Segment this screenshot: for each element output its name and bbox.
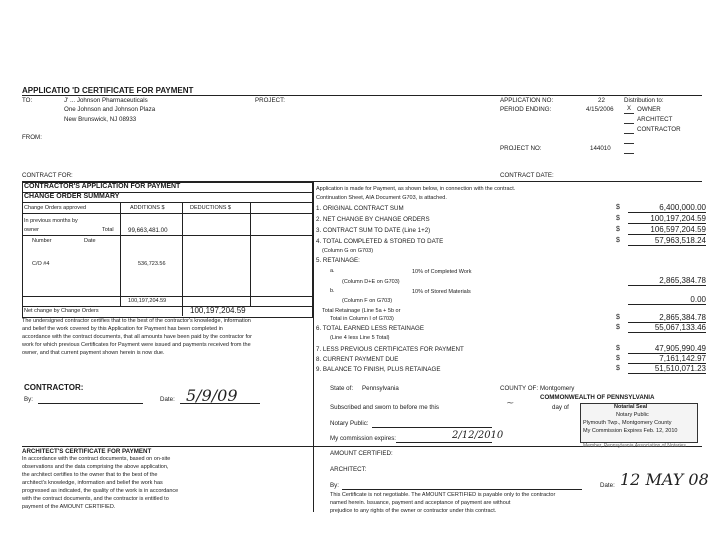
distribution-check-architect[interactable] xyxy=(624,116,634,124)
line-1-label: 1. ORIGINAL CONTRACT SUM xyxy=(316,205,404,212)
from-label: FROM: xyxy=(22,134,42,141)
contract-date-label: CONTRACT DATE: xyxy=(500,172,554,179)
project-label: PROJECT: xyxy=(255,97,285,104)
line-1-amount: 6,400,000.00 xyxy=(659,203,706,212)
to-line-1: J' ... Johnson Pharmaceuticals xyxy=(64,97,148,104)
state-label: State of: xyxy=(330,385,354,392)
retainage-b-text: 10% of Stored Materials xyxy=(412,289,471,295)
line-6-amount: 55,067,133.46 xyxy=(654,323,706,332)
retainage-a-amount: 2,865,384.78 xyxy=(659,276,706,285)
line-3-amount: 106,597,204.59 xyxy=(650,225,706,234)
certification-line-1: The undersigned contractor certifies that to the best of the contractor's knowledge, information xyxy=(22,318,251,324)
total-retainage-amount: 2,865,384.78 xyxy=(659,313,706,322)
to-line-3: New Brunswick, NJ 08933 xyxy=(64,116,137,123)
state-value: Pennsylvania xyxy=(362,385,399,392)
line-4-amount: 57,963,518.24 xyxy=(654,236,706,245)
line-4-label: 4. TOTAL COMPLETED & STORED TO DATE xyxy=(316,238,444,245)
architect-date-label: Date: xyxy=(600,482,615,489)
line-7-currency: $ xyxy=(616,345,620,352)
column-g-note: (Column G on G703) xyxy=(322,248,374,254)
seal-line-1: Notarial Seal xyxy=(614,404,648,410)
distribution-check-owner[interactable]: X xyxy=(624,106,634,114)
architect-text-6: with the contract documents, and the contractor is entitled to xyxy=(22,496,169,502)
project-no-label: PROJECT NO: xyxy=(500,145,542,152)
architect-certificate-title: ARCHITECT'S CERTIFICATE FOR PAYMENT xyxy=(22,448,152,455)
net-change-label: Net change by Change Orders xyxy=(24,308,99,314)
retainage-a-text: 10% of Completed Work xyxy=(412,269,472,275)
line-6-note: (Line 4 less Line 5 Total) xyxy=(330,335,390,341)
line-9-amount: 51,510,071.23 xyxy=(654,364,706,373)
number-label: Number xyxy=(32,238,52,244)
application-no-label: APPLICATION NO: xyxy=(500,97,554,104)
commission-date: 2/12/2010 xyxy=(452,430,504,441)
line-6-currency: $ xyxy=(616,324,620,331)
co-number: C/O #4 xyxy=(32,261,50,267)
period-ending: 4/15/2006 xyxy=(586,106,614,113)
line-3-currency: $ xyxy=(616,226,620,233)
architect-label: ARCHITECT: xyxy=(330,466,367,473)
line-9-currency: $ xyxy=(616,365,620,372)
distribution-check-blank-2[interactable] xyxy=(624,146,634,154)
total-retainage-line-2: Total in Column I of G703) xyxy=(330,316,394,322)
application-no: 22 xyxy=(598,97,605,104)
col-change-orders: Change Orders approved xyxy=(24,205,87,211)
contract-for-label: CONTRACT FOR: xyxy=(22,172,73,179)
seal-line-3: Plymouth Twp., Montgomery County xyxy=(583,420,672,426)
prev-total-label: Total xyxy=(102,227,114,233)
notary-day-scribble: ~ xyxy=(506,398,515,409)
architect-text-3: the architect certifies to the owner that to the best of the xyxy=(22,472,158,478)
day-of-label: day of xyxy=(552,404,569,411)
distribution-check-contractor[interactable] xyxy=(624,126,634,134)
distribution-architect: ARCHITECT xyxy=(637,116,673,123)
line-4-currency: $ xyxy=(616,237,620,244)
architect-footer-3: prejudice to any rights of the owner or contractor under this contract. xyxy=(330,508,497,514)
retainage-b-column: (Column F on G703) xyxy=(342,298,393,304)
co-amount: 536,723.56 xyxy=(138,261,166,267)
architect-by-label: By: xyxy=(330,482,339,489)
line-3-label: 3. CONTRACT SUM TO DATE (Line 1+2) xyxy=(316,227,431,234)
line-1-currency: $ xyxy=(616,204,620,211)
county-value: Montgomery xyxy=(540,385,575,392)
prev-additions-total: 99,663,481.00 xyxy=(128,227,168,234)
notary-public-label: Notary Public: xyxy=(330,420,369,427)
retainage-b-letter: b. xyxy=(330,288,335,294)
seal-title: COMMONWEALTH OF PENNSYLVANIA xyxy=(540,394,655,401)
certification-line-4: work for which previous Certificates for Payment were issued and payments received from the xyxy=(22,342,251,348)
to-label: TO: xyxy=(22,97,33,104)
amount-certified-label: AMOUNT CERTIFIED: xyxy=(330,450,393,457)
contractor-label: CONTRACTOR: xyxy=(24,383,84,392)
distribution-owner: OWNER xyxy=(637,106,661,113)
prev-months-label: In previous months by xyxy=(24,218,78,224)
line-6-label: 6. TOTAL EARNED LESS RETAINAGE xyxy=(316,325,424,332)
seal-line-4: My Commission Expires Feb. 12, 2010 xyxy=(583,428,678,434)
architect-text-7: payment of the AMOUNT CERTIFIED. xyxy=(22,504,116,510)
line-2-label: 2. NET CHANGE BY CHANGE ORDERS xyxy=(316,216,430,223)
contractor-application-title: CONTRACTOR'S APPLICATION FOR PAYMENT xyxy=(24,183,181,190)
date-label: Date xyxy=(84,238,96,244)
line-9-label: 9. BALANCE TO FINISH, PLUS RETAINAGE xyxy=(316,366,441,373)
line-2-amount: 100,197,204.59 xyxy=(650,214,706,223)
total-retainage-currency: $ xyxy=(616,314,620,321)
commission-label: My commission expires: xyxy=(330,435,397,442)
certification-line-5: owner, and that current payment shown herein is now due. xyxy=(22,350,165,356)
seal-line-5: Member, Pennsylvania Association of Notaries xyxy=(583,443,686,449)
change-order-summary-title: CHANGE ORDER SUMMARY xyxy=(24,193,120,200)
architect-footer-1: This Certificate is not negotiable. The AMOUNT CERTIFIED is payable only to the contractor xyxy=(330,492,556,498)
line-7-label: 7. LESS PREVIOUS CERTIFICATES FOR PAYMENT xyxy=(316,346,464,353)
line-7-amount: 47,905,990.49 xyxy=(654,344,706,353)
contractor-signed-date: 5/9/09 xyxy=(186,386,238,405)
architect-text-4: architect's knowledge, information and belief the work has xyxy=(22,480,163,486)
prev-owner-label: owner xyxy=(24,227,39,233)
cumulative-total: 100,197,204.59 xyxy=(128,298,167,304)
line-8-amount: 7,161,142.97 xyxy=(659,354,706,363)
architect-signed-date: 12 MAY 08 xyxy=(620,470,709,489)
architect-text-2: observations and the data comprising the above application, xyxy=(22,464,169,470)
project-no: 144010 xyxy=(590,145,611,152)
distribution-contractor: CONTRACTOR xyxy=(637,126,681,133)
form-title: APPLICATIO 'D CERTIFICATE FOR PAYMENT xyxy=(22,86,194,95)
architect-text-5: progressed as indicated, the quality of the work is in accordance xyxy=(22,488,179,494)
subscribed-text: Subscribed and sworn to before me this xyxy=(330,404,440,411)
contractor-date-label: Date: xyxy=(160,396,175,403)
col-additions: ADDITIONS $ xyxy=(130,205,165,211)
contractor-by-label: By: xyxy=(24,396,33,403)
intro-line-2: Continuation Sheet, AIA Document G703, is attached. xyxy=(316,195,447,201)
architect-footer-2: named herein. Issuance, payment and acceptance of payment are without xyxy=(330,500,511,506)
line-8-currency: $ xyxy=(616,355,620,362)
col-deductions: DEDUCTIONS $ xyxy=(190,205,231,211)
total-retainage-line-1: Total Retainage (Line 5a + 5b or xyxy=(322,308,401,314)
line-2-currency: $ xyxy=(616,215,620,222)
retainage-label: 5. RETAINAGE: xyxy=(316,257,360,264)
architect-text-1: In accordance with the contract documents, based on on-site xyxy=(22,456,171,462)
retainage-b-amount: 0.00 xyxy=(690,295,706,304)
intro-line-1: Application is made for Payment, as shown below, in connection with the contract. xyxy=(316,186,516,192)
county-label: COUNTY OF: xyxy=(500,385,539,392)
distribution-label: Distribution to: xyxy=(624,97,664,104)
seal-line-2: Notary Public xyxy=(616,412,649,418)
line-8-label: 8. CURRENT PAYMENT DUE xyxy=(316,356,399,363)
certification-line-2: and belief the work covered by this Application for Payment has been completed in xyxy=(22,326,223,332)
retainage-a-letter: a. xyxy=(330,268,335,274)
retainage-a-column: (Column D+E on G703) xyxy=(342,279,400,285)
distribution-check-blank-1[interactable] xyxy=(624,136,634,144)
period-ending-label: PERIOD ENDING: xyxy=(500,106,552,113)
net-change-value: 100,197,204.59 xyxy=(190,306,246,315)
to-line-2: One Johnson and Johnson Plaza xyxy=(64,106,156,113)
certification-line-3: accordance with the contract documents, that all amounts have been paid by the contractor for xyxy=(22,334,252,340)
